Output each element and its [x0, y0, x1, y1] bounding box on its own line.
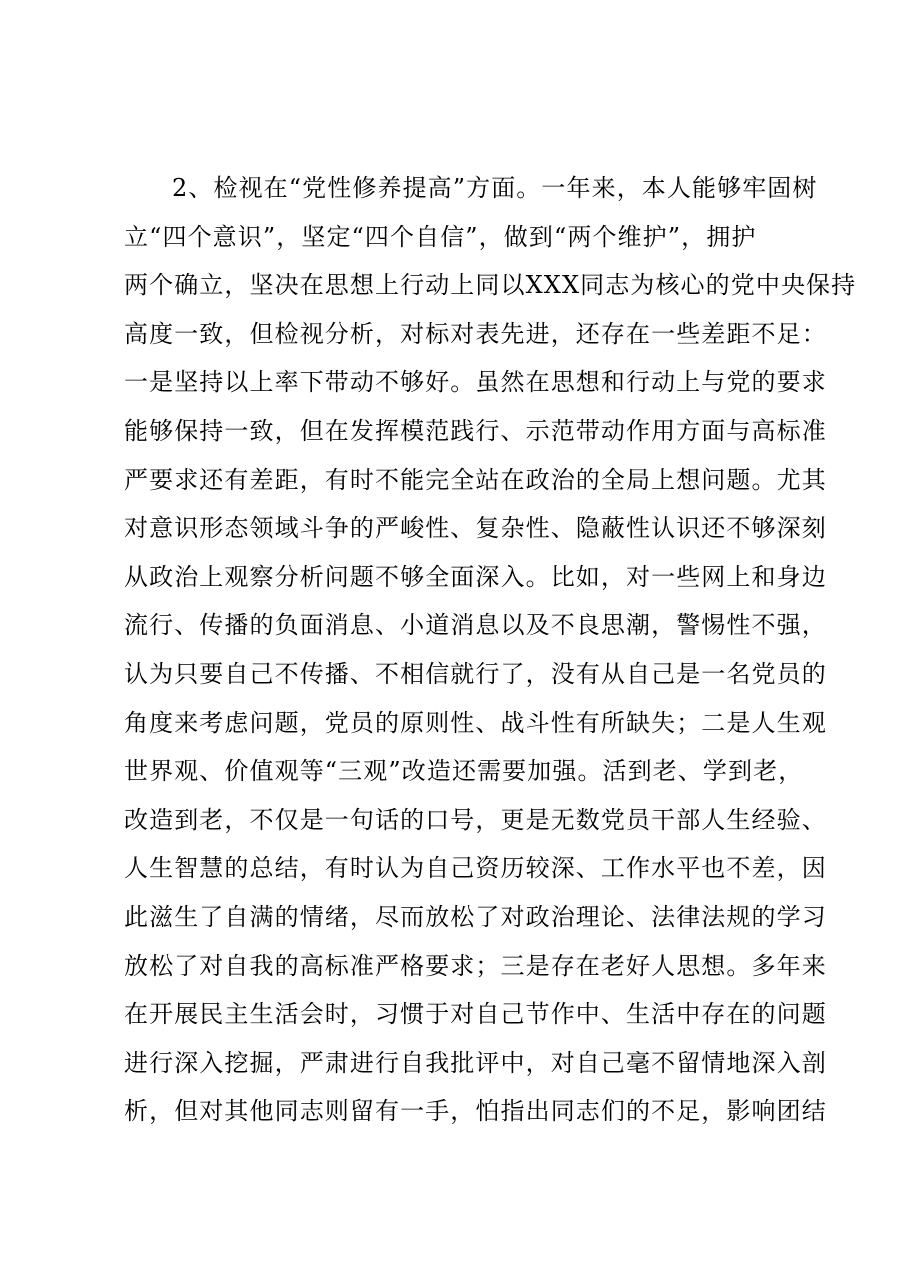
- paragraph-line: 进行深入挖掘，严肃进行自我批评中，对自己毫不留情地深入剖: [124, 1048, 827, 1077]
- paragraph-line: 从政治上观察分析问题不够全面深入。比如，对一些网上和身边: [124, 562, 827, 591]
- paragraph-line: 在开展民主生活会时，习惯于对自己节作中、生活中存在的问题: [124, 1000, 827, 1029]
- paragraph-line: 2、检视在“党性修养提高”方面。一年来，本人能够牢固树: [172, 174, 818, 202]
- paragraph-line: 立“四个意识”，坚定“四个自信”，做到“两个维护”，拥护: [124, 222, 757, 251]
- paragraph-line: 对意识形态领域斗争的严峻性、复杂性、隐蔽性认识还不够深刻: [124, 514, 827, 543]
- paragraph-line: 角度来考虑问题，党员的原则性、战斗性有所缺失；二是人生观: [124, 708, 827, 737]
- paragraph-line: 析，但对其他同志则留有一手，怕指出同志们的不足，影响团结: [124, 1097, 827, 1126]
- paragraph-line: 一是坚持以上率下带动不够好。虽然在思想和行动上与党的要求: [124, 368, 827, 397]
- paragraph-line: 认为只要自己不传播、不相信就行了，没有从自己是一名党员的: [124, 659, 827, 688]
- paragraph-line: 高度一致，但检视分析，对标对表先进，还存在一些差距不足：: [124, 319, 827, 348]
- paragraph-line: 人生智慧的总结，有时认为自己资历较深、工作水平也不差，因: [124, 854, 827, 883]
- document-body: [124, 164, 857, 1136]
- paragraph-line: 此滋生了自满的情绪，尽而放松了对政治理论、法律法规的学习: [124, 902, 827, 931]
- paragraph-line: 流行、传播的负面消息、小道消息以及不良思潮，警惕性不强，: [124, 611, 827, 640]
- paragraph-line: 能够保持一致，但在发挥模范践行、示范带动作用方面与高标准: [124, 416, 827, 445]
- paragraph-line: 两个确立，坚决在思想上行动上同以XXX同志为核心的党中央保持: [124, 271, 857, 300]
- paragraph-line: 世界观、价值观等“三观”改造还需要加强。活到老、学到老，: [124, 757, 804, 786]
- paragraph-line: 严要求还有差距，有时不能完全站在政治的全局上想问题。尤其: [124, 465, 827, 494]
- paragraph-line: 改造到老，不仅是一句话的口号，更是无数党员干部人生经验、: [124, 805, 827, 834]
- paragraph-line: 放松了对自我的高标准严格要求；三是存在老好人思想。多年来: [124, 951, 827, 980]
